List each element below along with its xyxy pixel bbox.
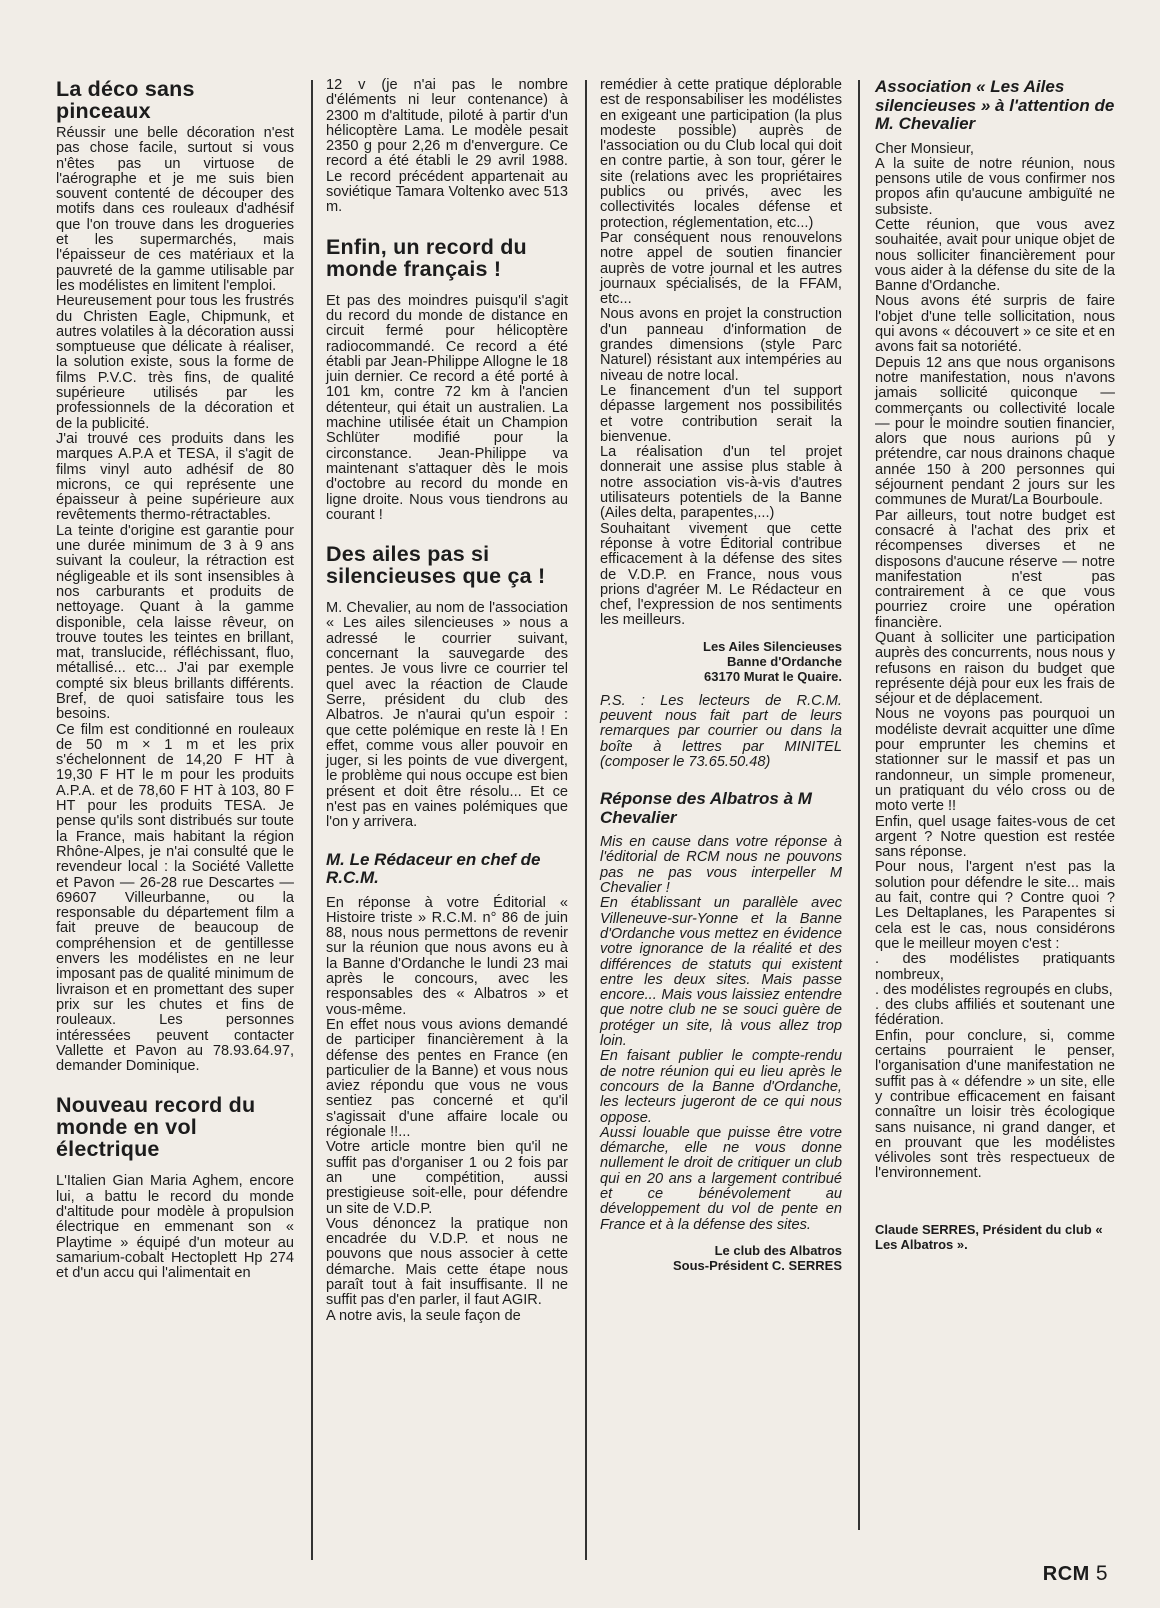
page-number: 5 — [1095, 1562, 1108, 1585]
column-rule — [311, 80, 313, 1560]
heading-record-electrique: Nouveau record du monde en vol électrique — [56, 1093, 256, 1162]
paragraph: Vous dénoncez la pratique non encadrée du V.D.P. et nous ne pouvons que nous associer à cette démarche. Mais cette étape nous paraît tout à fait insuffisante. Il ne suffit pas d'en parler, il faut AGIR. — [326, 1215, 568, 1309]
paragraph: Mis en cause dans votre réponse à l'éditorial de RCM nous ne pouvons pas ne pas vous interpeller M Chevalier ! — [600, 834, 842, 897]
paragraph: Souhaitant vivement que cette réponse à votre Éditorial contribue efficacement à la défense des sites de V.D.P. en France, nous vous prions d'agréer M. Le Rédacteur en chef, l'expression de nos sentiments les meilleurs. — [600, 520, 842, 629]
paragraph: Votre article montre bien qu'il ne suffit pas d'organiser 1 ou 2 fois par an une compétition, aussi prestigieuse soit-elle, pour défendre un site de V.D.P. — [326, 1139, 568, 1217]
paragraph: A la suite de notre réunion, nous pensons utile de vous confirmer nos propos afin qu'aucune ambiguïté ne subsiste. — [875, 155, 1115, 218]
paragraph: La teinte d'origine est garantie pour une durée minimum de 3 à 9 ans suivant la couleur, la rétraction est négligeable et ils sont insensibles à nos carburants et produits de nettoyage. Quant à la gamme disponible, cela laisse rêveur, on trouve toutes les teintes en brillant, mat, translucide, réfléchissant, fluo, métallisé... etc... J'ai par exemple compté six bleus brillants différents. Bref, de quoi satisfaire tous les besoins. — [56, 522, 294, 723]
signature-line: Le club des Albatros — [714, 1242, 842, 1258]
paragraph: . des clubs affiliés et soutenant une fédération. — [875, 997, 1115, 1029]
paragraph: M. Chevalier, au nom de l'association « Les ailes silencieuses » nous a adressé le courrier suivant, concernant la sauvegarde des pentes. Je vous livre ce courrier tel quel avec la réaction de Claude Serre, président du club des Albatros. Je n'aurai qu'un espoir : que cette polémique en reste là ! En effet, comme vous aller pouvoir en juger, si les points de vue divergent, le problème qui nous occupe est bien présent et doit être résolu... Et ce n'est pas en vaines polémiques que l'on y arrivera. — [326, 600, 568, 831]
signature-line: Les Ailes Silencieuses — [703, 638, 842, 654]
paragraph: La réalisation d'un tel projet donnerait une assise plus stable à notre association vis-à-vis d'autres utilisateurs potentiels de la Banne (Ailes delta, parapentes,...) — [600, 444, 842, 522]
column-1 — [56, 78, 294, 1281]
paragraph: En établissant un parallèle avec Villeneuve-sur-Yonne et la Banne d'Ordanche vous mettez en évidence votre ignorance de la réalité et des différences de statuts qui existent entre les deux sites. Mais passe encore... Mais vous laissiez entendre que notre club ne se souci guère de protéger un site, là vous allez trop loin. — [600, 895, 842, 1050]
heading-reponse-albatros: Réponse des Albatros à M Chevalier — [600, 789, 812, 827]
paragraph: A notre avis, la seule façon de — [326, 1307, 521, 1324]
column-rule — [858, 80, 860, 1530]
column-3 — [600, 78, 842, 1273]
paragraph: L'Italien Gian Maria Aghem, encore lui, a battu le record du monde d'altitude pour modèle à propulsion électrique en emmenant son « Playtime » équipé d'un moteur au samarium-cobalt Hectoplett Hp 274 et d'un accu qui l'alimentait en — [56, 1173, 294, 1282]
heading-association: Association « Les Ailes silencieuses » à l'attention de M. Chevalier — [875, 77, 1115, 133]
page-footer — [1043, 1562, 1108, 1586]
paragraph: Quant à solliciter une participation auprès des concurrents, nous nous y refusons en raison du budget que représente déjà pour eux les frais de séjour et de déplacement. — [875, 630, 1115, 708]
paragraph: Le financement d'un tel support dépasse largement nos possibilités et votre contribution serait la bienvenue. — [600, 382, 842, 445]
paragraph: Pour nous, l'argent n'est pas la solution pour défendre le site... mais au fait, contre qui ? Contre quoi ? Les Deltaplanes, les Parapentes si cela est le cas, nous considérons que le meilleur moyen c'est : — [875, 859, 1115, 952]
postscript: P.S. : Les lecteurs de R.C.M. peuvent nous fait part de leurs remarques par courrier ou dans la boîte à lettres par MINITEL (composer le 73.65.50.48) — [600, 692, 842, 770]
paragraph: Ce film est conditionné en rouleaux de 50 m × 1 m et les prix s'échelonnent de 14,20 F HT à 19,30 F HT le m pour les produits A.P.A. et de 78,60 F HT à 103, 80 F HT pour les produits TESA. Je pense qu'ils sont distribués sur toute la France, mais habitant la région Rhône-Alpes, je n'ai consulté que le revendeur local : la Société Vallette et Pavon — 26-28 rue Descartes — 69607 Villeurbanne, ou la responsable du département film a fait preuve de beaucoup de compréhension et de gentillesse envers les modélistes en ne leur imposant pas de qualité minimum de livraison et en promettant des super prix sur les chutes et fins de rouleaux. Les personnes intéressées peuvent contacter Vallette et Pavon au 78.93.64.97, demander Dominique. — [56, 721, 294, 1075]
column-4 — [875, 78, 1115, 1252]
paragraph: Par conséquent nous renouvelons notre appel de soutien financier auprès de votre journal et les autres journaux spécialisés, de la FFAM, etc... — [600, 229, 842, 308]
paragraph: Heureusement pour tous les frustrés du Christen Eagle, Chipmunk, et autres volatiles à la décoration aussi somptueuse que délicate à réaliser, la solution existe, sous la forme de films P.V.C. très fins, de qualité supérieure utilisés par les professionnels de la décoration et de la publicité. — [56, 293, 294, 432]
paragraph: En effet nous vous avions demandé de participer financièrement à la défense des pentes en France (en particulier de la Banne) et vous nous aviez répondu que vous ne vous sentiez pas concerné et qu'il s'agissait d'une affaire locale ou régionale !!... — [326, 1016, 568, 1141]
paragraph: Par ailleurs, tout notre budget est consacré à l'achat des prix et récompenses diverses et ne disposons d'aucune réserve — notre manifestation n'est pas contrairement à ce que vous pourriez croire une opération financière. — [875, 507, 1115, 631]
paragraph: 12 v (je n'ai pas le nombre d'éléments ni leur contenance) à 2300 m d'altitude, piloté à partir d'un hélicoptère Lama. Le modèle pesait 2350 g pour 2,26 m d'envergure. Ce record a été établi le 29 avril 1988. Le record précédent appartenait au soviétique Tamara Voltenko avec 513 m. — [326, 77, 568, 216]
signature-albatros — [600, 1243, 842, 1273]
paragraph: Enfin, pour conclure, si, comme certains pourraient le penser, l'organisation d'une manifestation ne suffit pas à « défendre » un site, elle y contribue efficacement en faisant connaître un loisir très écologique sans nuisance, ni grand danger, et en prouvant que les modélistes vélivoles sont très respectueux de l'environnement. — [875, 1027, 1115, 1182]
signature-line: 63170 Murat le Quaire. — [703, 668, 842, 684]
paragraph: . des modélistes regroupés en clubs, — [875, 981, 1113, 998]
signature-line: Sous-Président C. SERRES — [672, 1257, 842, 1273]
paragraph: Cher Monsieur, — [875, 140, 974, 157]
paragraph: En réponse à votre Éditorial « Histoire triste » R.C.M. n° 86 de juin 88, nous nous permettons de revenir sur la réunion que nous avons eu à la Banne d'Ordanche le lundi 23 mai après le concours, avec les responsables des « Albatros » et vous-même. — [326, 894, 568, 1018]
heading-redacteur: M. Le Rédaceur en chef de R.C.M. — [326, 849, 541, 888]
paragraph: Nous avons en projet la construction d'un panneau d'information de grandes dimensions (style Parc Naturel) résistant aux intempéries au niveau de notre local. — [600, 306, 842, 384]
heading-deco: La déco sans pinceaux — [56, 77, 195, 123]
paragraph: Réussir une belle décoration n'est pas chose facile, surtout si vous n'êtes pas un virtuose de l'aérographe et je me suis bien souvent contenté de découper des motifs dans ces rouleaux d'adhésif que l'on trouve dans les drogueries et les supermarchés, mais l'épaisseur de ces matériaux et la pauvreté de la gamme utilisable par les modélistes en limitent l'emploi. — [56, 125, 294, 294]
signature-serres: Claude SERRES, Président du club « Les Albatros ». — [875, 1221, 1103, 1252]
paragraph: Nous ne voyons pas pourquoi un modéliste devrait acquitter une dîme pour emprunter les chemins et stationner sur le massif et pas un randonneur, un simple promeneur, un pratiquant du vélo cross ou de moto verte !! — [875, 706, 1115, 815]
heading-record-francais: Enfin, un record du monde français ! — [326, 234, 527, 281]
paragraph: Et pas des moindres puisqu'il s'agit du record du monde de distance en circuit fermé pour hélicoptère radiocommandé. Ce record a été établi par Jean-Philippe Allogne le 18 juin dernier. Ce record a été porté à 101 km, contre 72 km à l'ancien détenteur, qui était un australien. La machine utilisée était un Champion Schlüter modifié pour la circonstance. Jean-Philippe va maintenant s'attaquer dès le mois d'octobre au record du monde en ligne droite. Nous vous tiendrons au courant ! — [326, 292, 568, 523]
paragraph: remédier à cette pratique déplorable est de responsabiliser les modélistes en exigeant une participation (la plus modeste possible) auprès de l'association ou du Club local qui doit en contre partie, à son tour, gérer le site (relations avec les propriétaires publics ou privés, avec les collectivités locales défense et protection, réglementation, etc...) — [600, 77, 842, 231]
column-rule — [585, 80, 587, 1560]
column-2 — [326, 78, 568, 1324]
paragraph: J'ai trouvé ces produits dans les marques A.P.A et TESA, il s'agit de films vinyl auto adhésif de 80 microns, ce qui représente une épaisseur à peine supérieure aux revêtements thermo-rétractables. — [56, 430, 294, 524]
paragraph: . des modélistes pratiquants nombreux, — [875, 951, 1115, 983]
paragraph: Enfin, quel usage faites-vous de cet argent ? Notre question est restée sans réponse. — [875, 813, 1115, 861]
paragraph: En faisant publier le compte-rendu de notre réunion qui eu lieu après le concours de la Banne d'Ordanche, les lecteurs jugeront de ce qui nous oppose. — [600, 1048, 842, 1126]
signature-line: Banne d'Ordanche — [726, 653, 842, 669]
magazine-name: RCM — [1042, 1563, 1090, 1585]
paragraph: Depuis 12 ans que nous organisons notre manifestation, nous n'avons jamais sollicité quiconque — commerçants ou collectivité locale — pour le moindre soutien financier, alors que nous aurions pû y prétendre, car nous drainons chaque année 150 à 200 personnes qui séjournent pendant 2 jours sur les communes de Murat/La Bourboule. — [875, 354, 1115, 509]
signature-ailes — [600, 639, 842, 684]
paragraph: Nous avons été surpris de faire l'objet d'une telle sollicitation, nous qui avons « découvert » ce site et en avons fait sa notoriété. — [875, 293, 1115, 356]
heading-ailes-silencieuses: Des ailes pas si silencieuses que ça ! — [326, 542, 546, 589]
paragraph: Aussi louable que puisse être votre démarche, elle ne vous donne nullement le droit de critiquer un club qui en 20 ans a largement contribué et ce bénévolement au développement du vol de pente en France et à la défense des sites. — [600, 1124, 842, 1233]
paragraph: Cette réunion, que vous avez souhaitée, avait pour unique objet de nous solliciter financièrement pour vous aider à la défense du site de la Banne d'Ordanche. — [875, 216, 1115, 295]
